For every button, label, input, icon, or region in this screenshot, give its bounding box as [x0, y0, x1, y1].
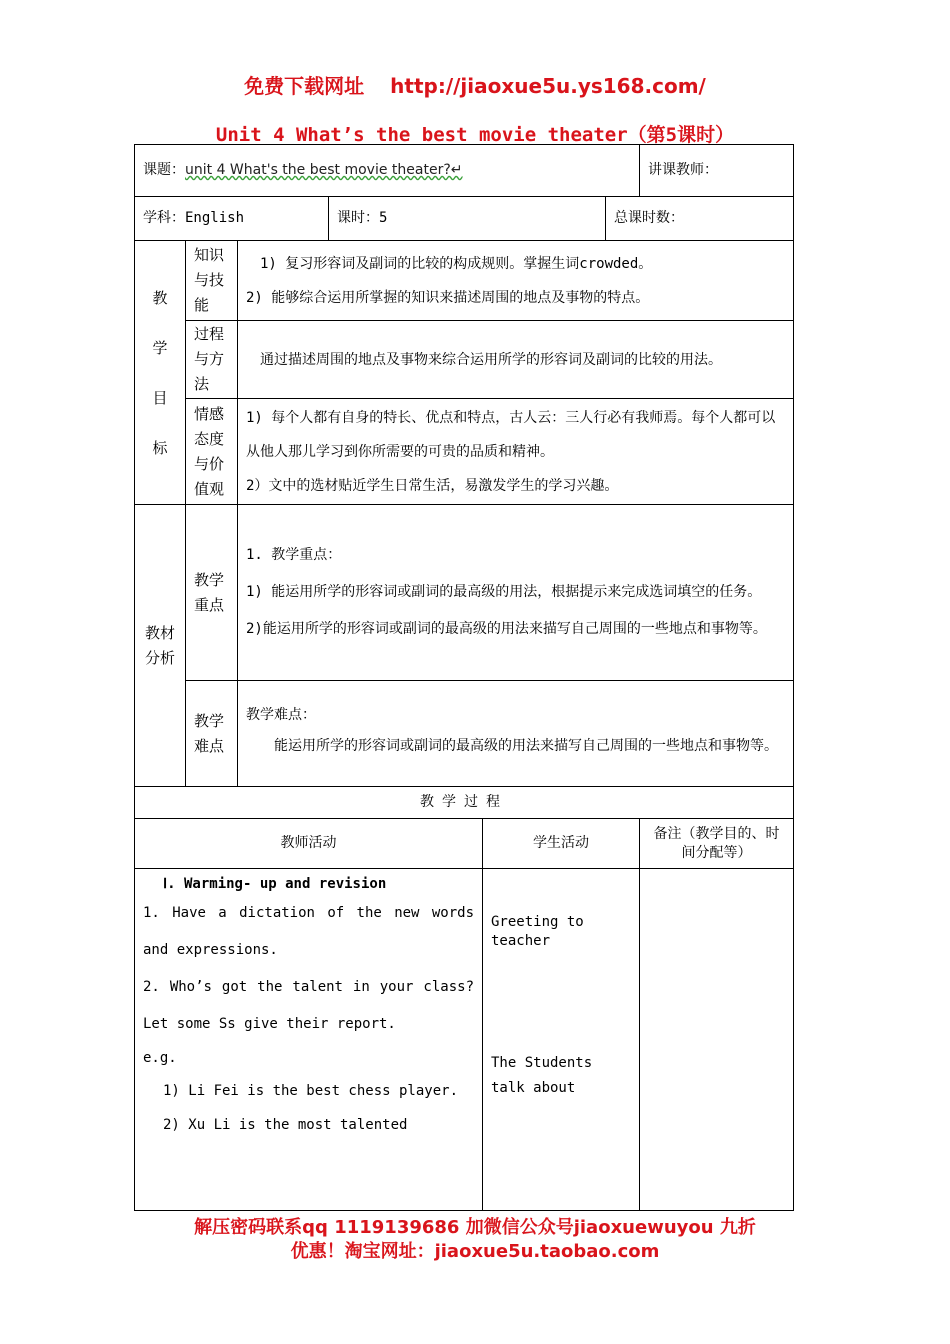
- download-label: 免费下载网址: [244, 74, 365, 98]
- content-line: 1) 复习形容词及副词的比较的构成规则。掌握生词crowded。: [246, 255, 653, 272]
- label-line: 重点: [194, 595, 225, 614]
- period-text: 课时：5: [337, 210, 388, 227]
- notes-content: [640, 869, 794, 1211]
- label-line: 难点: [194, 736, 225, 755]
- activity-line: Greeting to teacher: [491, 914, 584, 949]
- download-url-link[interactable]: http://jiaoxue5u.ys168.com/: [390, 74, 706, 98]
- label-line: 教学: [194, 711, 225, 730]
- knowledge-skills-content: [238, 241, 794, 321]
- label-line: 知识: [194, 246, 225, 264]
- analysis-label-cell: [135, 505, 186, 787]
- teacher-activity-header: 教师活动: [135, 819, 483, 869]
- label-line: 教材: [144, 623, 175, 642]
- notes-header: 备注（教学目的、时间分配等）: [640, 819, 794, 869]
- key-points-content: [238, 505, 794, 681]
- label-line: 态度: [194, 429, 225, 448]
- process-title: 教学过程: [135, 787, 794, 819]
- activity-line: 2) Xu Li is the most talented: [163, 1117, 408, 1133]
- objectives-char: 目: [152, 388, 168, 407]
- teacher-label: 讲课教师：: [648, 162, 719, 179]
- attitude-values-content: [238, 399, 794, 505]
- content-line: 2) 能够综合运用所掌握的知识来描述周围的地点及事物的特点。: [246, 289, 650, 306]
- content-line: 1. 教学重点：: [246, 547, 342, 563]
- student-activity-header: 学生活动: [483, 819, 640, 869]
- objectives-char: 教: [152, 288, 168, 307]
- subject-cell: [135, 197, 329, 241]
- student-activity-content: [483, 869, 640, 1211]
- process-method-label: [186, 321, 238, 399]
- footer-contact: [0, 1216, 950, 1264]
- document-title: Unit 4 What’s the best movie theater（第5课时）: [215, 124, 735, 146]
- content-line: 2)能运用所学的形容词或副词的最高级的用法来描写自己周围的一些地点和事物等。: [246, 621, 767, 637]
- label-line: 情感: [194, 404, 225, 423]
- label-line: 能: [194, 296, 210, 314]
- teacher-activity-content: [135, 869, 483, 1211]
- label-line: 分析: [144, 648, 175, 667]
- knowledge-skills-label: [186, 241, 238, 321]
- teacher-cell: [640, 145, 794, 197]
- lesson-topic-label: 课题：: [143, 162, 185, 179]
- footer-line-2: 优惠！淘宝网址：jiaoxue5u.taobao.com: [290, 1241, 660, 1262]
- content-line: 通过描述周围的地点及事物来综合运用所学的形容词及副词的比较的用法。: [246, 351, 722, 368]
- content-line: 1) 能运用所学的形容词或副词的最高级的用法，根据提示来完成选词填空的任务。: [246, 584, 762, 600]
- label-line: 值观: [194, 479, 225, 498]
- section-heading: Ⅰ. Warming- up and revision: [163, 876, 387, 892]
- objectives-label-cell: [135, 241, 186, 505]
- footer-line-1: 解压密码联系qq 1119139686 加微信公众号jiaoxuewuyou 九折: [194, 1217, 756, 1238]
- lesson-topic-cell: [135, 145, 640, 197]
- content-line: 能运用所学的形容词或副词的最高级的用法来描写自己周围的一些地点和事物等。: [246, 738, 778, 754]
- process-method-content: [238, 321, 794, 399]
- label-line: 与技: [194, 271, 225, 289]
- difficult-points-content: [238, 681, 794, 787]
- objectives-char: 标: [152, 438, 168, 457]
- content-line: 教学难点：: [246, 707, 316, 723]
- label-line: 法: [194, 375, 210, 393]
- subject-text: 学科：English: [143, 210, 245, 227]
- key-points-label: [186, 505, 238, 681]
- download-site-header: [0, 70, 950, 99]
- lesson-topic-value: unit 4 What's the best movie theater?↵: [185, 162, 463, 179]
- difficult-points-label: [186, 681, 238, 787]
- period-cell: [329, 197, 606, 241]
- content-line: 2）文中的选材贴近学生日常生活，易激发学生的学习兴趣。: [246, 477, 619, 494]
- label-line: 教学: [194, 570, 225, 589]
- total-periods-cell: [606, 197, 794, 241]
- label-line: 与方: [194, 350, 225, 368]
- total-periods-text: 总课时数：: [614, 210, 684, 227]
- activity-line: 2. Who’s got the talent in your class? Let some Ss give their report.: [143, 979, 474, 1032]
- content-line: 1) 每个人都有自身的特长、优点和特点，古人云：三人行必有我师焉。每个人都可以从他人那儿学习到你所需要的可贵的品质和精神。: [246, 409, 776, 460]
- attitude-values-label: [186, 399, 238, 505]
- lesson-plan-table: [134, 144, 794, 1211]
- activity-line: The Students talk about: [491, 1054, 593, 1096]
- label-line: 过程: [194, 325, 225, 343]
- activity-line: 1) Li Fei is the best chess player.: [163, 1083, 459, 1099]
- activity-line: 1. Have a dictation of the new words and expressions.: [143, 905, 474, 958]
- label-line: 与价: [194, 454, 225, 473]
- activity-line: e.g.: [143, 1050, 177, 1066]
- objectives-char: 学: [152, 338, 168, 357]
